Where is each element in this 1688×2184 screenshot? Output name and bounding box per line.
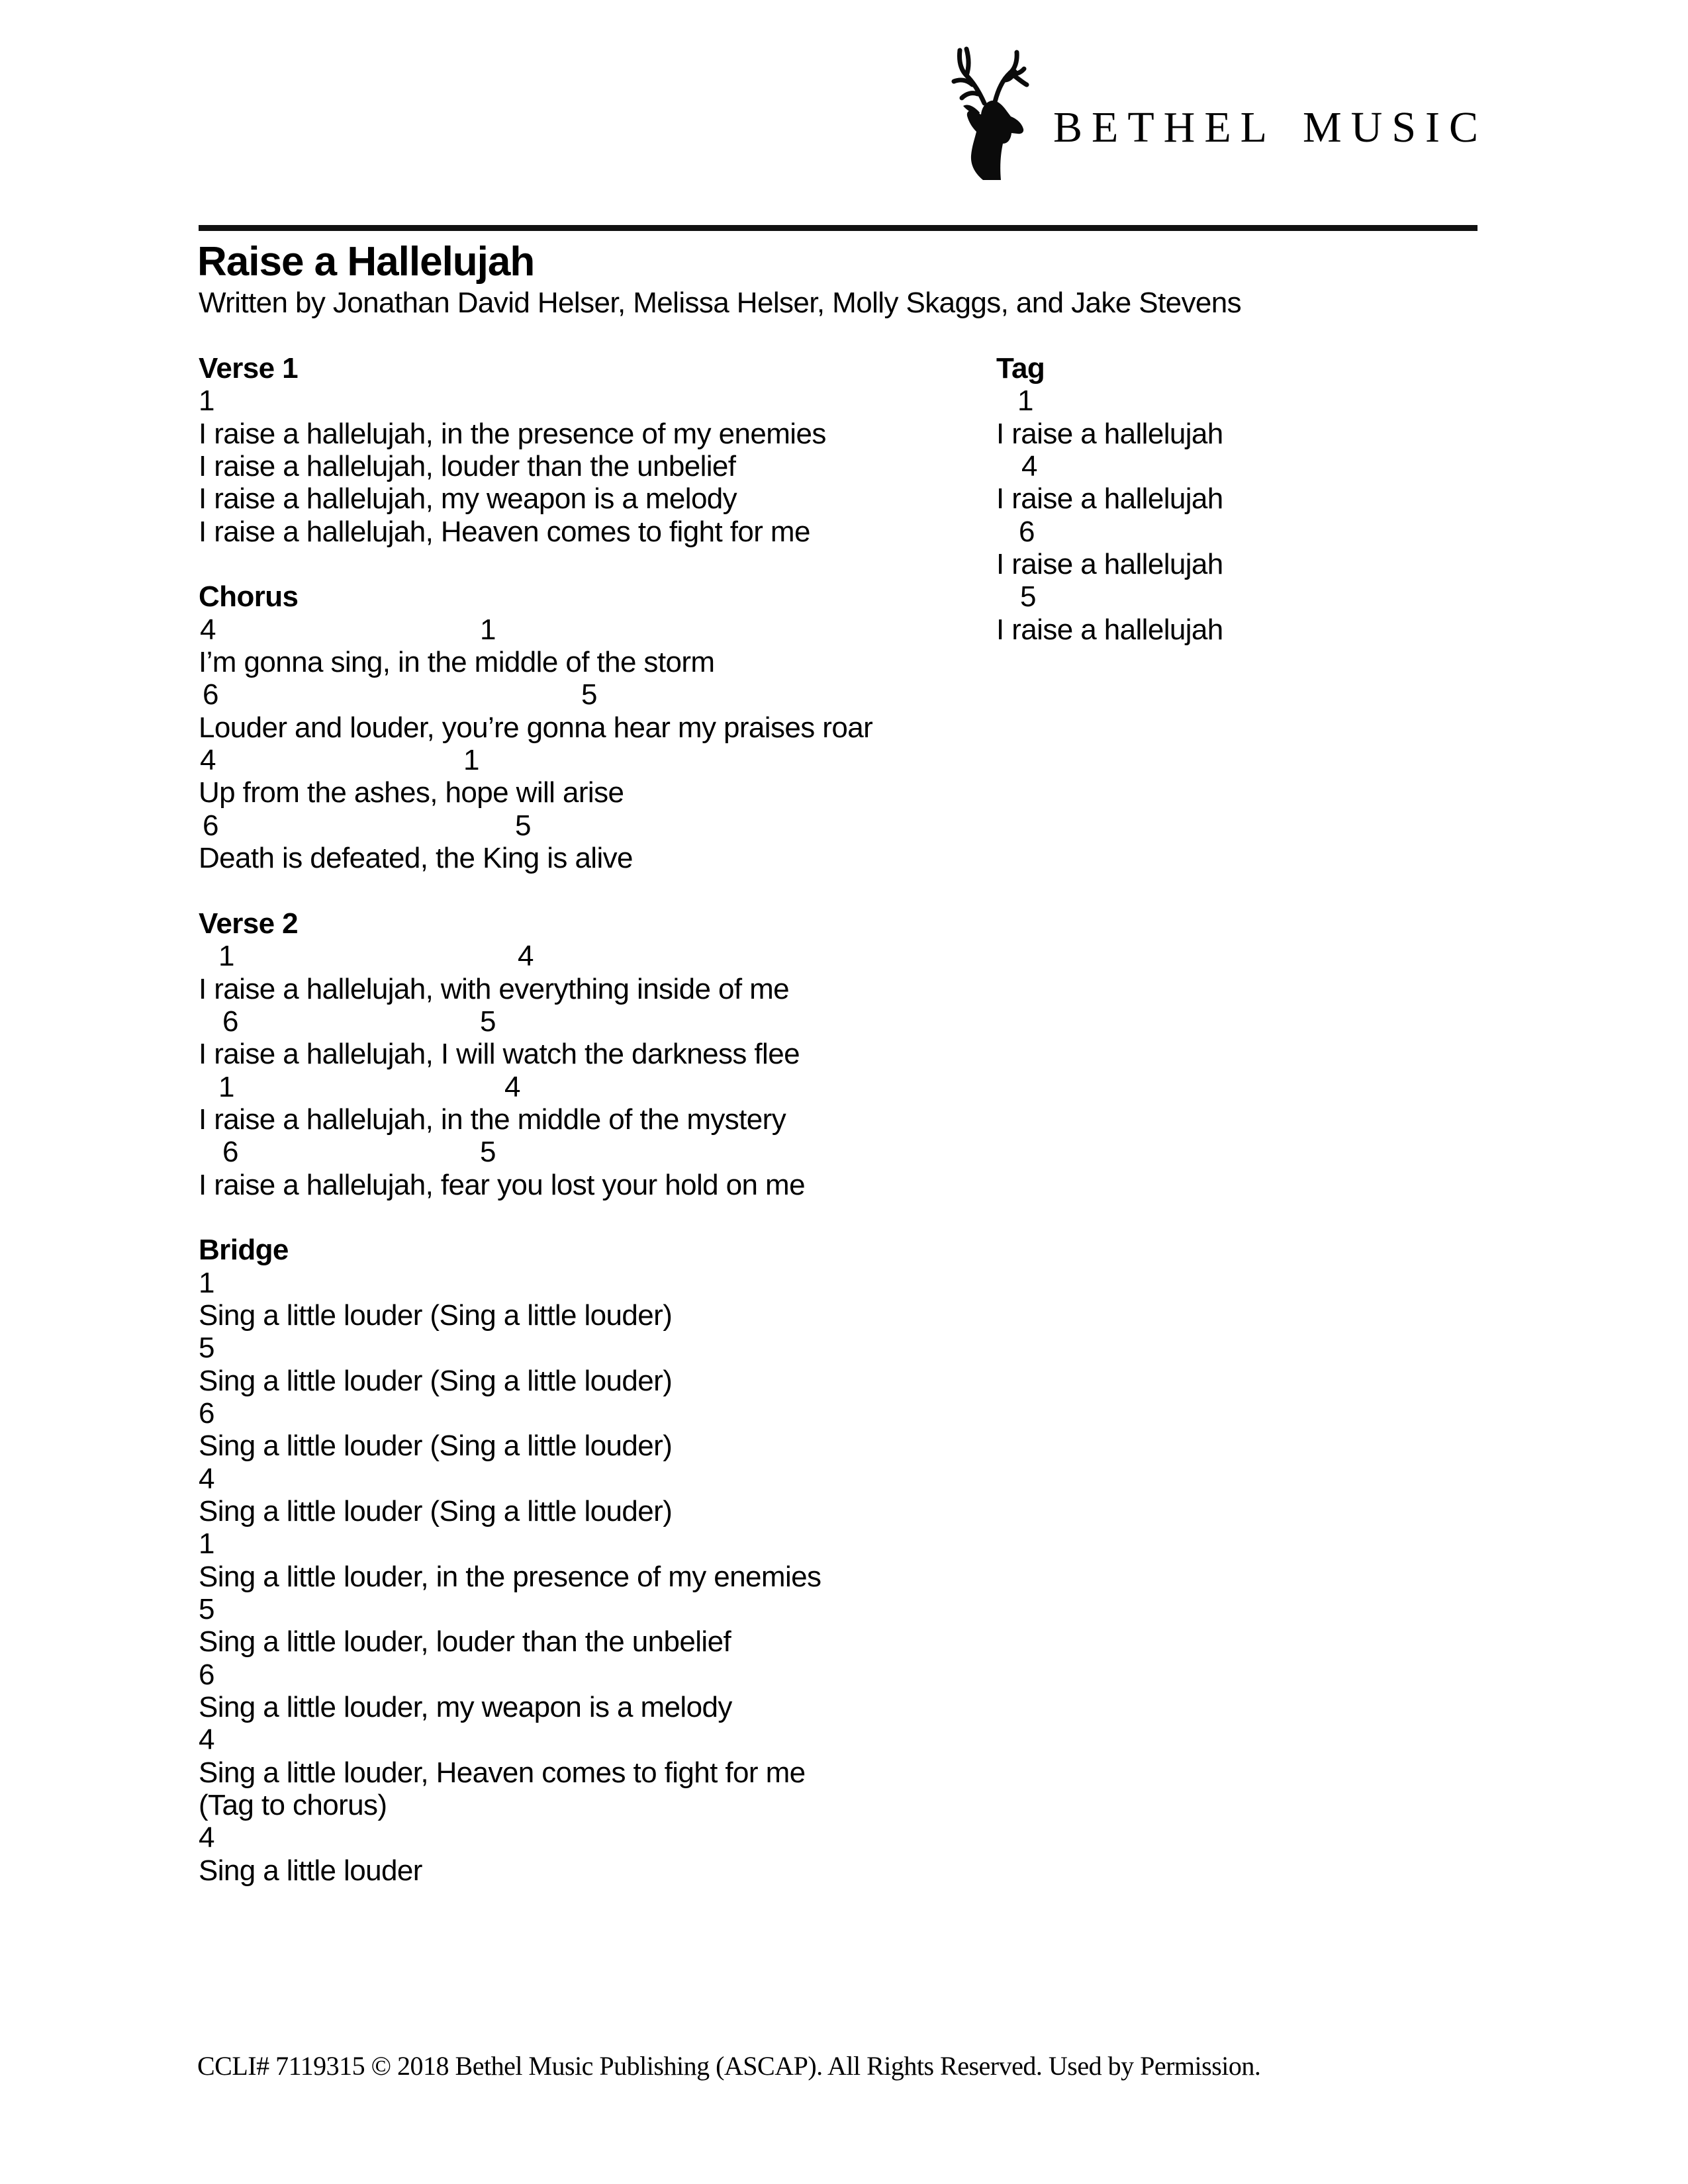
lyric-line: I raise a hallelujah, fear you lost your hold on me: [199, 1168, 805, 1201]
chord-line: [199, 744, 986, 776]
stag-deer-icon: [943, 42, 1043, 181]
lyric-line: Up from the ashes, hope will arise: [199, 776, 624, 809]
section-heading: Chorus: [199, 580, 299, 614]
chord-number: 5: [480, 1005, 496, 1038]
chord-line: [199, 1071, 986, 1103]
lyric-line: I raise a hallelujah, in the presence of my enemies: [199, 417, 826, 450]
chord-number: 6: [199, 1658, 214, 1691]
lyric-line: I raise a hallelujah: [996, 482, 1223, 516]
chord-line: [199, 1723, 986, 1756]
song-title: Raise a Hallelujah: [197, 239, 535, 285]
chord-number: 6: [222, 1136, 238, 1169]
lyric-line: I raise a hallelujah, my weapon is a melody: [199, 482, 737, 516]
chord-line: [199, 1397, 986, 1430]
chord-line: [996, 450, 1592, 482]
lyric-line: Sing a little louder (Sing a little louder): [199, 1430, 673, 1463]
lyrics-column-right: [996, 352, 1592, 678]
chord-number: 6: [1019, 515, 1035, 548]
song-byline: Written by Jonathan David Helser, Melissa Helser, Molly Skaggs, and Jake Stevens: [199, 287, 1242, 319]
chord-number: 1: [218, 940, 234, 973]
chord-number: 1: [199, 385, 214, 418]
section-verse-1: [199, 352, 986, 548]
lyric-line: Sing a little louder, louder than the unbelief: [199, 1625, 731, 1659]
chord-line: [199, 1659, 986, 1691]
chord-number: 1: [218, 1070, 234, 1103]
divider-rule: [199, 225, 1477, 231]
lyric-line: (Tag to chorus): [199, 1789, 387, 1822]
chord-number: 1: [480, 613, 496, 646]
chord-line: [199, 385, 986, 417]
section-verse-2: [199, 907, 986, 1201]
lyric-line: I raise a hallelujah: [996, 613, 1223, 646]
chord-number: 1: [199, 1266, 214, 1299]
chord-number: 4: [200, 744, 216, 777]
lyric-line: I raise a hallelujah, I will watch the darkness flee: [199, 1038, 800, 1071]
lyric-line: Sing a little louder (Sing a little louder): [199, 1495, 673, 1528]
lyrics-column-left: [199, 352, 986, 1920]
chord-line: [199, 1332, 986, 1364]
bethel-music-logo: [943, 42, 1486, 181]
chord-line: [199, 940, 986, 972]
chord-line: [199, 809, 986, 842]
chord-line: [199, 1593, 986, 1625]
lyric-line: I raise a hallelujah: [996, 417, 1223, 450]
lyric-line: I raise a hallelujah, louder than the unbelief: [199, 450, 736, 483]
brand-text: BETHEL MUSIC: [1053, 103, 1488, 152]
chord-number: 6: [203, 678, 218, 711]
chord-number: 5: [199, 1593, 214, 1626]
chord-number: 5: [1020, 580, 1036, 614]
chord-line: [996, 385, 1592, 417]
chord-number: 1: [1017, 385, 1033, 418]
section-heading: Verse 1: [199, 352, 298, 385]
chord-number: 4: [518, 940, 534, 973]
chord-number: 6: [222, 1005, 238, 1038]
lyric-line: Sing a little louder, in the presence of my enemies: [199, 1560, 821, 1593]
section-tag: [996, 352, 1592, 646]
lyric-line: Sing a little louder, my weapon is a melody: [199, 1691, 732, 1724]
chord-line: [199, 1821, 986, 1854]
chord-number: 6: [199, 1397, 214, 1430]
lyric-line: Death is defeated, the King is alive: [199, 842, 633, 875]
lyric-line: Sing a little louder: [199, 1854, 422, 1887]
chord-line: [199, 1136, 986, 1168]
chord-number: 4: [199, 1462, 214, 1495]
chord-line: [199, 1267, 986, 1299]
chord-number: 1: [199, 1527, 214, 1561]
lyric-line: I raise a hallelujah: [996, 548, 1223, 581]
lyric-line: I raise a hallelujah, in the middle of the mystery: [199, 1103, 786, 1136]
lyric-line: I’m gonna sing, in the middle of the storm: [199, 646, 715, 679]
section-heading: Tag: [996, 352, 1045, 385]
chord-number: 4: [199, 1723, 214, 1756]
copyright-footer: CCLI# 7119315 © 2018 Bethel Music Publishing (ASCAP). All Rights Reserved. Used by Permission.: [197, 2051, 1261, 2081]
section-chorus: [199, 580, 986, 874]
chord-number: 4: [199, 1821, 214, 1854]
chord-number: 1: [463, 744, 479, 777]
lyric-line: Sing a little louder (Sing a little louder): [199, 1364, 673, 1397]
chord-number: 5: [199, 1332, 214, 1365]
lyric-line: Louder and louder, you’re gonna hear my praises roar: [199, 711, 873, 744]
section-bridge: [199, 1234, 986, 1887]
chord-number: 4: [1021, 450, 1037, 483]
chord-line: [199, 1005, 986, 1038]
lyric-line: I raise a hallelujah, Heaven comes to fight for me: [199, 515, 810, 548]
chord-line: [199, 678, 986, 711]
chord-number: 4: [504, 1070, 520, 1103]
section-heading: Bridge: [199, 1234, 289, 1267]
chord-line: [996, 580, 1592, 613]
lyric-line: I raise a hallelujah, with everything inside of me: [199, 972, 790, 1005]
chord-line: [996, 516, 1592, 548]
section-heading: Verse 2: [199, 907, 298, 940]
chord-number: 6: [203, 809, 218, 842]
lyric-line: Sing a little louder, Heaven comes to fight for me: [199, 1756, 806, 1789]
chord-line: [199, 614, 986, 646]
chord-line: [199, 1463, 986, 1495]
chord-number: 5: [581, 678, 597, 711]
chord-number: 5: [480, 1136, 496, 1169]
lyric-line: Sing a little louder (Sing a little louder): [199, 1298, 673, 1332]
chord-line: [199, 1527, 986, 1560]
chord-number: 5: [515, 809, 531, 842]
chord-number: 4: [200, 613, 216, 646]
